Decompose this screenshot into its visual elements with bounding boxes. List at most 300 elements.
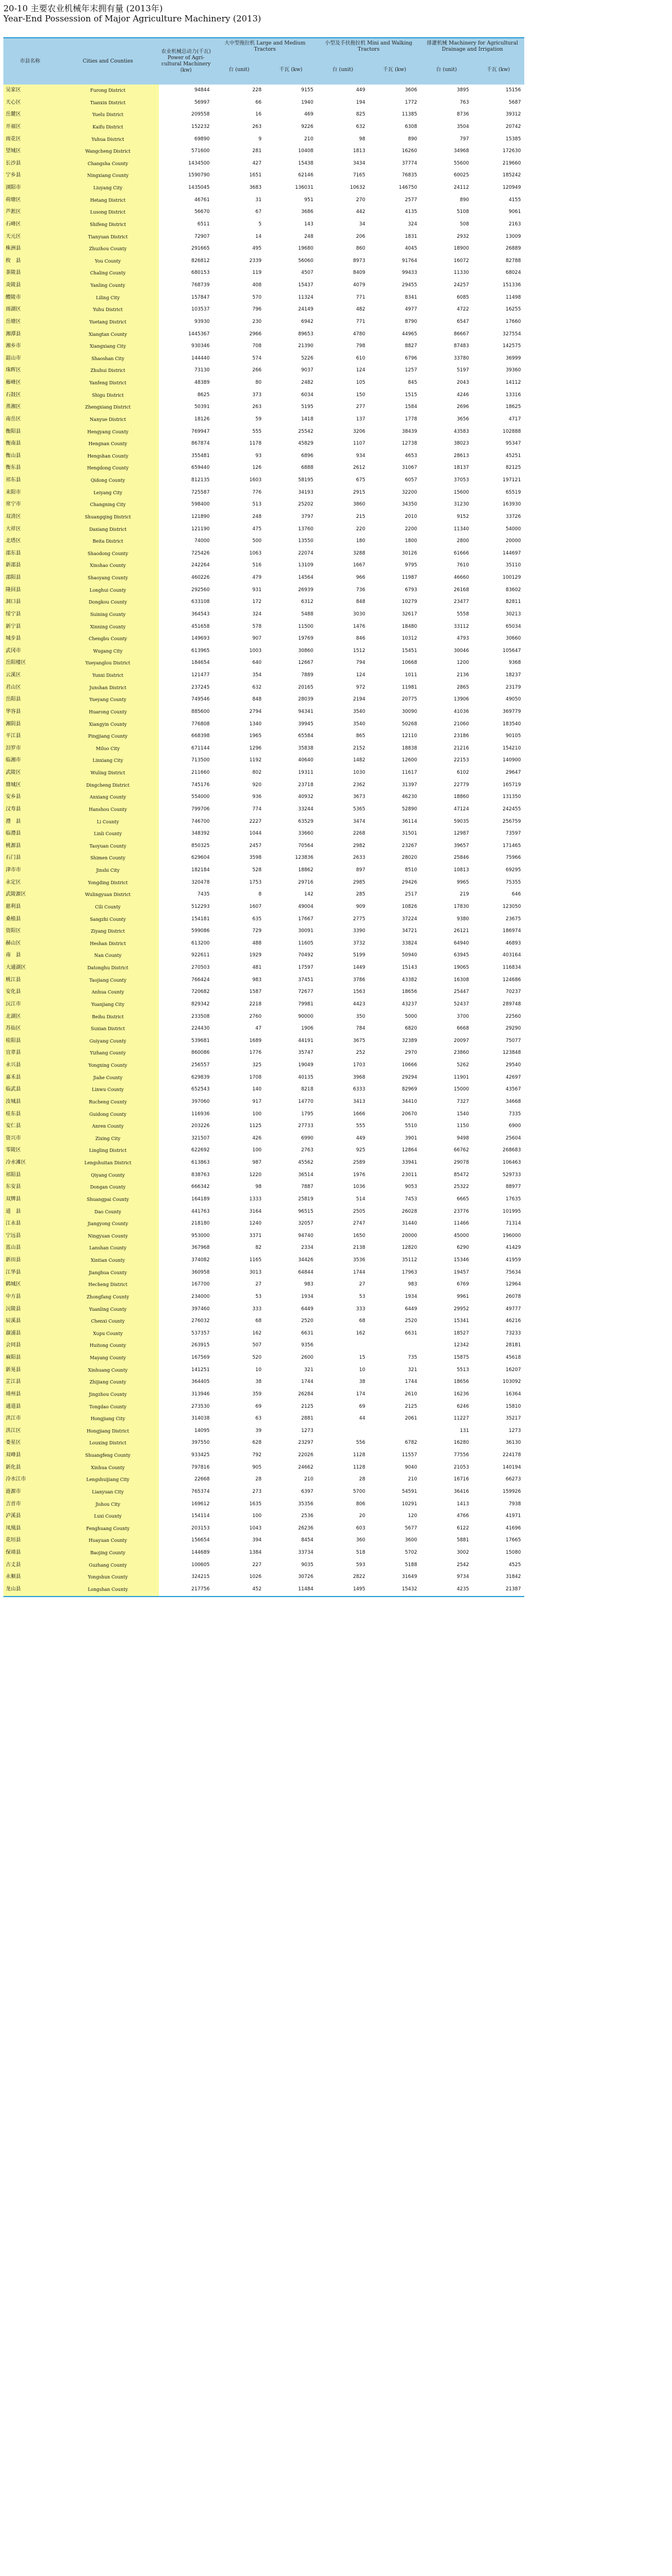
large-tractor-kw-cell: 2125 xyxy=(301,1403,313,1409)
county-name-cn: 溆浦县 xyxy=(3,1328,57,1340)
large-tractor-kw-cell: 6034 xyxy=(301,392,313,398)
drainage-count-cell: 3895 xyxy=(457,87,469,93)
county-name-cn: 道 县 xyxy=(3,1206,57,1218)
county-name-en: Shaodong County xyxy=(57,548,159,560)
table-row xyxy=(3,1413,524,1425)
small-tractor-kw-cell: 23011 xyxy=(401,1172,417,1178)
table-row xyxy=(3,524,524,536)
small-tractor-kw-cell: 9795 xyxy=(405,562,417,569)
large-tractor-count-cell: 227 xyxy=(252,1562,262,1568)
small-tractor-kw-cell: 15143 xyxy=(401,965,417,970)
drainage-count-cell: 33112 xyxy=(453,623,469,629)
small-tractor-count-cell: 610 xyxy=(356,355,365,361)
small-tractor-count-cell: 3030 xyxy=(353,611,365,617)
total-power-cell: 121890 xyxy=(191,513,210,520)
small-tractor-kw-cell: 4977 xyxy=(405,307,417,313)
large-tractor-kw-cell: 65584 xyxy=(298,733,313,739)
county-name-en: Cili County xyxy=(57,901,159,914)
total-power-cell: 826812 xyxy=(191,258,210,264)
drainage-count-cell: 59035 xyxy=(453,818,469,824)
large-tractor-kw-cell: 21390 xyxy=(298,343,313,349)
small-tractor-count-cell: 2982 xyxy=(353,843,365,849)
county-name-en: Yanfeng District xyxy=(57,377,159,389)
large-tractor-kw-cell: 58195 xyxy=(298,477,313,483)
drainage-count-cell: 33780 xyxy=(453,355,469,361)
county-name-en: Lengshuijiang City xyxy=(57,1474,159,1486)
small-tractor-kw-cell: 7453 xyxy=(405,1196,417,1202)
large-tractor-count-cell: 9 xyxy=(258,136,262,142)
county-name-cn: 岳阳县 xyxy=(3,694,57,706)
total-power-cell: 537357 xyxy=(191,1330,210,1336)
large-tractor-kw-cell: 94740 xyxy=(298,1232,313,1239)
small-tractor-kw-cell: 31501 xyxy=(401,831,417,837)
large-tractor-count-cell: 632 xyxy=(252,684,262,690)
small-tractor-kw-cell: 5188 xyxy=(405,1562,417,1568)
county-name-en: Yuelu District xyxy=(57,109,159,121)
small-tractor-count-cell: 2362 xyxy=(353,782,365,788)
total-power-cell: 46761 xyxy=(194,197,210,203)
county-name-en: Dao County xyxy=(57,1206,159,1218)
table-row xyxy=(3,170,524,182)
county-name-en: Changsha County xyxy=(57,158,159,170)
large-tractor-kw-cell: 24662 xyxy=(298,1464,313,1470)
drainage-kw-cell: 75634 xyxy=(505,1269,521,1275)
large-tractor-kw-cell: 6942 xyxy=(301,318,313,325)
county-name-cn: 泸溪县 xyxy=(3,1510,57,1523)
county-name-cn: 平江县 xyxy=(3,730,57,743)
drainage-kw-cell: 75077 xyxy=(505,1038,521,1044)
small-tractor-kw-cell: 82969 xyxy=(401,1087,417,1093)
large-tractor-count-cell: 2339 xyxy=(249,258,262,264)
header-unit-set: 台 (unit) xyxy=(317,55,369,85)
county-name-cn: 浏阳市 xyxy=(3,182,57,194)
small-tractor-kw-cell: 23267 xyxy=(401,843,417,849)
county-name-cn: 芷江县 xyxy=(3,1376,57,1389)
drainage-count-cell: 16716 xyxy=(453,1477,469,1483)
county-name-en: Chengbu County xyxy=(57,633,159,645)
small-tractor-kw-cell: 1934 xyxy=(405,1293,417,1300)
total-power-cell: 598400 xyxy=(191,502,210,508)
drainage-kw-cell: 26889 xyxy=(505,246,521,252)
county-name-cn: 蓝山县 xyxy=(3,1242,57,1254)
large-tractor-kw-cell: 49004 xyxy=(298,903,313,910)
small-tractor-kw-cell: 1257 xyxy=(405,367,417,374)
table-row xyxy=(3,511,524,524)
drainage-count-cell: 1150 xyxy=(457,1123,469,1129)
small-tractor-count-cell: 1813 xyxy=(353,148,365,154)
total-power-cell: 100605 xyxy=(191,1562,210,1568)
drainage-kw-cell: 369779 xyxy=(502,708,521,715)
large-tractor-kw-cell: 34193 xyxy=(298,489,313,495)
large-tractor-kw-cell: 4507 xyxy=(301,270,313,276)
table-row xyxy=(3,145,524,158)
small-tractor-count-cell: 360 xyxy=(356,1537,365,1544)
total-power-cell: 144440 xyxy=(191,355,210,361)
table-row xyxy=(3,109,524,121)
total-power-cell: 234000 xyxy=(191,1293,210,1300)
total-power-cell: 668398 xyxy=(191,733,210,739)
small-tractor-count-cell: 3968 xyxy=(353,1074,365,1080)
county-name-cn: 新邵县 xyxy=(3,560,57,572)
small-tractor-kw-cell: 983 xyxy=(408,1282,417,1288)
total-power-cell: 1434500 xyxy=(188,160,210,166)
total-power-cell: 885600 xyxy=(191,708,210,715)
large-tractor-count-cell: 359 xyxy=(252,1391,262,1397)
county-name-en: Junshan District xyxy=(57,682,159,694)
large-tractor-count-cell: 1220 xyxy=(249,1172,262,1178)
drainage-kw-cell: 17665 xyxy=(505,1537,521,1544)
drainage-count-cell: 18527 xyxy=(453,1330,469,1336)
large-tractor-count-cell: 1125 xyxy=(249,1123,262,1129)
table-row xyxy=(3,1584,524,1597)
large-tractor-kw-cell: 2536 xyxy=(301,1513,313,1519)
county-name-en: Hengnan County xyxy=(57,438,159,450)
small-tractor-kw-cell: 34410 xyxy=(401,1098,417,1105)
large-tractor-kw-cell: 142 xyxy=(304,892,313,898)
county-name-en: Hengyang County xyxy=(57,426,159,438)
county-name-en: Guidong County xyxy=(57,1109,159,1121)
table-row xyxy=(3,329,524,341)
county-name-cn: 望城区 xyxy=(3,145,57,158)
drainage-kw-cell: 4525 xyxy=(509,1562,521,1568)
large-tractor-count-cell: 1587 xyxy=(249,989,262,995)
large-tractor-count-cell: 59 xyxy=(255,416,262,422)
small-tractor-count-cell: 3206 xyxy=(353,428,365,434)
small-tractor-count-cell: 2985 xyxy=(353,879,365,885)
drainage-count-cell: 24257 xyxy=(453,282,469,288)
small-tractor-kw-cell: 735 xyxy=(408,1355,417,1360)
drainage-kw-cell: 68024 xyxy=(505,270,521,276)
small-tractor-count-cell: 3434 xyxy=(353,160,365,166)
county-name-cn: 炎陵县 xyxy=(3,280,57,292)
total-power-cell: 397060 xyxy=(191,1098,210,1105)
total-power-cell: 397550 xyxy=(191,1440,210,1446)
total-power-cell: 633108 xyxy=(191,599,210,605)
large-tractor-count-cell: 273 xyxy=(252,1488,262,1495)
large-tractor-count-cell: 640 xyxy=(252,660,262,666)
large-tractor-count-cell: 452 xyxy=(213,1584,265,1597)
large-tractor-kw-cell: 5488 xyxy=(301,611,313,617)
total-power-cell: 1435045 xyxy=(188,185,210,190)
total-power-cell: 270503 xyxy=(191,965,210,970)
drainage-kw-cell: 41696 xyxy=(505,1525,521,1531)
large-tractor-kw-cell: 5195 xyxy=(301,404,313,410)
county-name-en: Jingzhou County xyxy=(57,1389,159,1401)
total-power-cell: 746700 xyxy=(191,818,210,824)
drainage-kw-cell: 16255 xyxy=(505,307,521,313)
small-tractor-count-cell: 482 xyxy=(356,307,365,313)
small-tractor-count-cell: 8973 xyxy=(353,258,365,264)
drainage-count-cell: 5558 xyxy=(457,611,469,617)
county-name-en: Shuangpai County xyxy=(57,1194,159,1206)
small-tractor-kw-cell: 4045 xyxy=(405,246,417,252)
drainage-kw-cell: 1273 xyxy=(509,1427,521,1434)
county-name-cn: 汝城县 xyxy=(3,1096,57,1109)
drainage-count-cell: 31230 xyxy=(453,502,469,508)
small-tractor-count-cell: 897 xyxy=(356,867,365,873)
small-tractor-kw-cell: 2125 xyxy=(405,1403,417,1409)
large-tractor-kw-cell: 36514 xyxy=(298,1172,313,1178)
small-tractor-count-cell: 825 xyxy=(356,112,365,118)
large-tractor-count-cell: 488 xyxy=(252,940,262,946)
county-name-cn: 攸 县 xyxy=(3,255,57,268)
drainage-kw-cell: 11498 xyxy=(505,294,521,300)
small-tractor-kw-cell: 8510 xyxy=(405,867,417,873)
county-name-en: Jiahe County xyxy=(57,1072,159,1084)
county-name-cn: 津市市 xyxy=(3,864,57,877)
small-tractor-kw-cell: 17963 xyxy=(401,1269,417,1275)
drainage-kw-cell: 82811 xyxy=(505,599,521,605)
county-name-en: Huayuan County xyxy=(57,1535,159,1547)
county-name-cn: 长沙县 xyxy=(3,158,57,170)
drainage-kw-cell: 82788 xyxy=(505,258,521,264)
small-tractor-count-cell: 2138 xyxy=(353,1245,365,1251)
county-name-cn: 南岳区 xyxy=(3,414,57,426)
county-name-en: Pingjiang County xyxy=(57,730,159,743)
total-power-cell: 613200 xyxy=(191,940,210,946)
county-name-en: Shaoshan City xyxy=(57,353,159,365)
large-tractor-count-cell: 2966 xyxy=(249,331,262,337)
drainage-count-cell: 25846 xyxy=(453,855,469,861)
drainage-count-cell: 4722 xyxy=(457,307,469,313)
drainage-count-cell: 41036 xyxy=(453,708,469,715)
table-row xyxy=(3,694,524,706)
header-small-tractors: 小型及手扶拖拉机 Mini and Walking Tractors xyxy=(317,38,421,55)
county-name-en: Yuanling County xyxy=(57,1303,159,1316)
drainage-kw-cell: 28181 xyxy=(505,1342,521,1349)
drainage-kw-cell: 144697 xyxy=(502,550,521,556)
table-row xyxy=(3,1303,524,1316)
drainage-kw-cell: 23179 xyxy=(505,684,521,690)
drainage-count-cell: 34968 xyxy=(453,148,469,154)
large-tractor-count-cell: 555 xyxy=(252,428,262,434)
drainage-count-cell: 16280 xyxy=(453,1440,469,1446)
county-name-cn: 麻阳县 xyxy=(3,1352,57,1364)
county-name-cn: 永兴县 xyxy=(3,1059,57,1072)
county-name-cn: 通道县 xyxy=(3,1401,57,1413)
small-tractor-count-cell: 44 xyxy=(359,1416,365,1422)
drainage-count-cell: 1413 xyxy=(457,1501,469,1507)
table-row xyxy=(3,791,524,804)
small-tractor-count-cell: 105 xyxy=(356,380,365,385)
table-row xyxy=(3,1059,524,1072)
table-row xyxy=(3,852,524,864)
total-power-cell: 364543 xyxy=(191,611,210,617)
small-tractor-kw-cell: 1744 xyxy=(405,1379,417,1385)
large-tractor-count-cell: 1240 xyxy=(249,1221,262,1227)
small-tractor-count-cell: 2822 xyxy=(353,1574,365,1580)
small-tractor-kw-cell: 12738 xyxy=(401,441,417,447)
table-row xyxy=(3,255,524,268)
county-name-cn: 绥宁县 xyxy=(3,609,57,621)
large-tractor-count-cell: 1651 xyxy=(249,172,262,179)
small-tractor-count-cell: 2775 xyxy=(353,916,365,922)
table-row xyxy=(3,121,524,134)
county-name-cn: 醴陵市 xyxy=(3,292,57,304)
county-name-en: Changning City xyxy=(57,499,159,511)
large-tractor-kw-cell: 8454 xyxy=(301,1537,313,1544)
drainage-count-cell: 9961 xyxy=(457,1293,469,1300)
county-name-cn: 宜章县 xyxy=(3,1047,57,1059)
small-tractor-count-cell: 98 xyxy=(359,136,365,142)
total-power-cell: 152232 xyxy=(191,123,210,130)
drainage-count-cell: 28613 xyxy=(453,453,469,459)
drainage-count-cell: 43583 xyxy=(453,428,469,434)
large-tractor-kw-cell: 143 xyxy=(304,221,313,227)
county-name-en: Dingcheng District xyxy=(57,779,159,792)
county-name-en: Yueyanglou District xyxy=(57,657,159,670)
drainage-kw-cell: 219660 xyxy=(502,160,521,166)
drainage-count-cell: 60025 xyxy=(453,172,469,179)
large-tractor-kw-cell: 18862 xyxy=(298,867,313,873)
drainage-count-cell: 26168 xyxy=(453,587,469,593)
table-row xyxy=(3,1169,524,1182)
county-name-cn: 资兴市 xyxy=(3,1133,57,1145)
table-row xyxy=(3,779,524,792)
large-tractor-kw-cell: 19769 xyxy=(298,636,313,642)
drainage-count-cell: 23477 xyxy=(453,599,469,605)
total-power-cell: 652543 xyxy=(191,1087,210,1093)
large-tractor-count-cell: 1333 xyxy=(249,1196,262,1202)
total-power-cell: 169612 xyxy=(191,1501,210,1507)
drainage-kw-cell: 49777 xyxy=(505,1306,521,1312)
small-tractor-kw-cell: 11987 xyxy=(401,575,417,580)
total-power-cell: 256557 xyxy=(191,1062,210,1068)
large-tractor-count-cell: 3371 xyxy=(249,1232,262,1239)
large-tractor-kw-cell: 2763 xyxy=(301,1147,313,1154)
small-tractor-kw-cell: 2061 xyxy=(405,1416,417,1422)
drainage-count-cell: 26121 xyxy=(453,928,469,934)
large-tractor-kw-cell: 469 xyxy=(304,112,313,118)
drainage-kw-cell: 21387 xyxy=(472,1584,524,1597)
large-tractor-count-cell: 427 xyxy=(252,160,262,166)
large-tractor-kw-cell: 9226 xyxy=(301,123,313,130)
county-name-en: Chenxi County xyxy=(57,1315,159,1328)
small-tractor-count-cell: 277 xyxy=(356,404,365,410)
small-tractor-kw-cell: 2970 xyxy=(405,1050,417,1056)
total-power-cell: 374082 xyxy=(191,1257,210,1263)
large-tractor-kw-cell: 11324 xyxy=(298,294,313,300)
county-name-cn: 资阳区 xyxy=(3,925,57,938)
county-name-en: Baojing County xyxy=(57,1547,159,1559)
county-name-en: Xinshao County xyxy=(57,560,159,572)
total-power-cell: 167700 xyxy=(191,1282,210,1288)
small-tractor-kw-cell: 6308 xyxy=(405,123,417,130)
total-power-cell: 953000 xyxy=(191,1232,210,1239)
county-name-en: Huarong County xyxy=(57,706,159,719)
drainage-kw-cell: 140900 xyxy=(502,757,521,764)
small-tractor-count-cell: 3413 xyxy=(353,1098,365,1105)
small-tractor-count-cell: 1036 xyxy=(353,1184,365,1190)
large-tractor-count-cell: 248 xyxy=(252,513,262,520)
large-tractor-count-cell: 1929 xyxy=(249,952,262,959)
drainage-count-cell: 16236 xyxy=(453,1391,469,1397)
table-row xyxy=(3,1462,524,1474)
drainage-count-cell: 61666 xyxy=(453,550,469,556)
county-name-cn: 苏仙区 xyxy=(3,1023,57,1035)
table-row xyxy=(3,292,524,304)
total-power-cell: 850325 xyxy=(191,843,210,849)
county-name-cn: 吉首市 xyxy=(3,1498,57,1511)
large-tractor-count-cell: 2218 xyxy=(249,1001,262,1007)
county-name-en: Yongshun County xyxy=(57,1571,159,1584)
small-tractor-count-cell: 1107 xyxy=(353,441,365,447)
total-power-cell: 745176 xyxy=(191,782,210,788)
small-tractor-count-cell: 3786 xyxy=(353,977,365,983)
total-power-cell: 799706 xyxy=(191,806,210,812)
drainage-count-cell: 87483 xyxy=(453,343,469,349)
small-tractor-count-cell xyxy=(317,1340,369,1352)
total-power-cell: 50391 xyxy=(194,404,210,410)
drainage-count-cell: 6246 xyxy=(457,1403,469,1409)
county-name-cn: 临澧县 xyxy=(3,828,57,840)
machinery-table xyxy=(3,37,524,1597)
small-tractor-kw-cell: 9053 xyxy=(405,1184,417,1190)
large-tractor-count-cell: 495 xyxy=(252,246,262,252)
small-tractor-count-cell: 1128 xyxy=(353,1452,365,1458)
drainage-count-cell: 23186 xyxy=(453,733,469,739)
small-tractor-kw-cell: 2010 xyxy=(405,513,417,520)
county-name-cn: 衡南县 xyxy=(3,438,57,450)
county-name-cn: 岳麓区 xyxy=(3,109,57,121)
large-tractor-count-cell: 920 xyxy=(252,782,262,788)
county-name-cn: 桃江县 xyxy=(3,974,57,987)
drainage-kw-cell: 163930 xyxy=(502,502,521,508)
large-tractor-kw-cell: 35747 xyxy=(298,1050,313,1056)
total-power-cell: 613863 xyxy=(191,1160,210,1165)
county-name-cn: 澧 县 xyxy=(3,816,57,828)
small-tractor-kw-cell: 16260 xyxy=(401,148,417,154)
large-tractor-count-cell: 333 xyxy=(252,1306,262,1312)
county-name-cn: 宁远县 xyxy=(3,1230,57,1243)
table-row xyxy=(3,584,524,597)
header-county-en: Cities and Counties xyxy=(57,38,159,85)
drainage-kw-cell: 41959 xyxy=(505,1257,521,1263)
table-row xyxy=(3,804,524,816)
total-power-cell: 242264 xyxy=(191,562,210,569)
small-tractor-kw-cell xyxy=(369,1340,421,1352)
large-tractor-count-cell: 2457 xyxy=(249,843,262,849)
table-row xyxy=(3,377,524,389)
small-tractor-count-cell: 806 xyxy=(356,1501,365,1507)
county-name-cn: 安仁县 xyxy=(3,1120,57,1133)
total-power-cell: 539681 xyxy=(191,1038,210,1044)
small-tractor-kw-cell: 1800 xyxy=(405,538,417,544)
large-tractor-count-cell: 98 xyxy=(255,1184,262,1190)
county-name-en: Nanyue District xyxy=(57,414,159,426)
large-tractor-count-cell: 10 xyxy=(255,1367,262,1373)
county-name-en: Mayang County xyxy=(57,1352,159,1364)
small-tractor-kw-cell: 8827 xyxy=(405,343,417,349)
large-tractor-count-cell: 574 xyxy=(252,355,262,361)
drainage-count-cell: 15875 xyxy=(453,1355,469,1360)
county-name-en: Li County xyxy=(57,816,159,828)
large-tractor-count-cell: 479 xyxy=(252,575,262,580)
small-tractor-count-cell: 966 xyxy=(356,575,365,580)
county-name-cn: 江永县 xyxy=(3,1218,57,1230)
county-name-en: Yuetang District xyxy=(57,316,159,329)
large-tractor-kw-cell: 13760 xyxy=(298,526,313,532)
drainage-count-cell: 2696 xyxy=(457,404,469,410)
total-power-cell: 103537 xyxy=(191,307,210,313)
total-power-cell: 321507 xyxy=(191,1135,210,1141)
small-tractor-count-cell: 865 xyxy=(356,733,365,739)
large-tractor-count-cell: 1296 xyxy=(249,745,262,751)
small-tractor-count-cell: 518 xyxy=(356,1550,365,1555)
drainage-count-cell: 1540 xyxy=(457,1111,469,1117)
county-name-en: Jishou City xyxy=(57,1498,159,1511)
small-tractor-count-cell: 3540 xyxy=(353,708,365,715)
